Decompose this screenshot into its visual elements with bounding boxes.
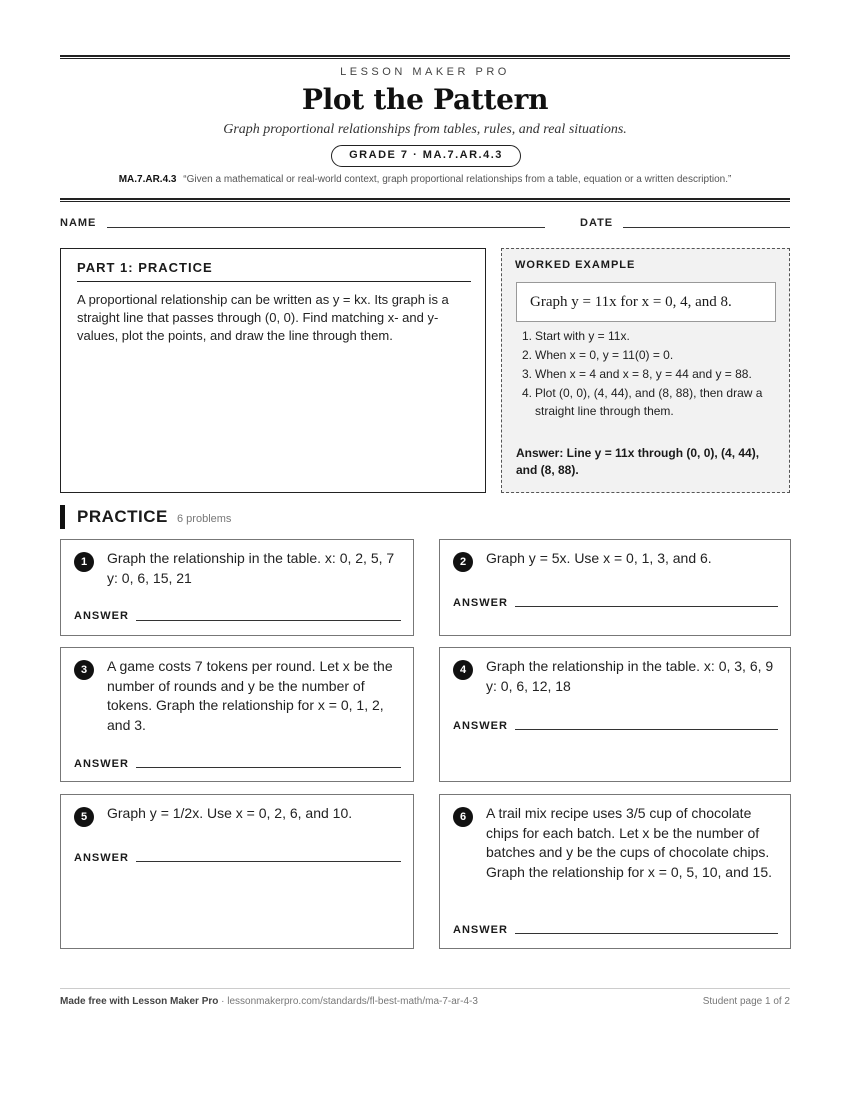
page-title: Plot the Pattern <box>301 83 549 116</box>
standard-code: MA.7.AR.4.3 <box>118 174 177 185</box>
problem-text: Graph the relationship in the table. x: 0, 2, 5, 7 y: 0, 6, 15, 21 <box>107 550 395 586</box>
worked-example-panel <box>501 248 790 493</box>
name-label: NAME <box>60 217 97 229</box>
date-label: DATE <box>580 217 614 229</box>
answer-label: ANSWER <box>453 597 508 609</box>
problem-card-4 <box>439 647 791 782</box>
standard-description <box>60 174 790 185</box>
footer-url[interactable]: · lessonmakerpro.com/standards/fl-best-math/ma-7-ar-4-3 <box>218 996 478 1007</box>
problem-number-badge: 1 <box>74 552 94 572</box>
footer-rule <box>60 988 790 989</box>
problem-number-badge: 3 <box>74 660 94 680</box>
problem-card-1 <box>60 539 414 636</box>
answer-label: ANSWER <box>74 758 129 770</box>
answer-line-5[interactable] <box>136 861 401 862</box>
footer-made-with: Made free with Lesson Maker Pro <box>60 996 219 1007</box>
worksheet-page <box>60 0 790 1100</box>
section-accent-bar <box>60 505 65 529</box>
problem-text: A trail mix recipe uses 3/5 cup of chocolate chips for each batch. Let x be the number of batches and y be the cups of chocolate chips. Graph the relationship for x = 0, 5, 10, and 15. <box>486 805 773 880</box>
practice-title: PRACTICE <box>77 507 168 526</box>
header-bottom-rule <box>60 198 790 202</box>
answer-label: ANSWER <box>453 720 508 732</box>
problem-number-badge: 6 <box>453 807 473 827</box>
problem-card-3 <box>60 647 414 782</box>
answer-line-1[interactable] <box>136 620 401 621</box>
top-double-rule <box>60 55 790 59</box>
answer-line-2[interactable] <box>515 606 778 607</box>
worked-example-heading: WORKED EXAMPLE <box>515 259 636 271</box>
page-subtitle: Graph proportional relationships from tables, rules, and real situations. <box>223 122 627 137</box>
problem-card-6 <box>439 794 791 949</box>
problem-number-badge: 4 <box>453 660 473 680</box>
worked-example-step: 2. When x = 0, y = 11(0) = 0. <box>522 348 674 362</box>
worked-example-step: 1. Start with y = 11x. <box>522 329 630 343</box>
problem-card-5 <box>60 794 414 949</box>
date-field[interactable] <box>623 227 790 228</box>
worked-example-step: 4. Plot (0, 0), (4, 44), and (8, 88), then draw a straight line through them. <box>522 386 763 418</box>
problem-text: A game costs 7 tokens per round. Let x be the number of rounds and y be the number of tokens. Graph the relationship for x = 0, 1, 2, and 3. <box>107 658 393 733</box>
answer-line-6[interactable] <box>515 933 778 934</box>
answer-label: ANSWER <box>74 610 129 622</box>
problem-text: Graph the relationship in the table. x: 0, 3, 6, 9 y: 0, 6, 12, 18 <box>486 658 774 694</box>
grade-standard-badge: GRADE 7 · MA.7.AR.4.3 <box>331 145 521 167</box>
problem-text: Graph y = 5x. Use x = 0, 1, 3, and 6. <box>486 550 712 566</box>
answer-label: ANSWER <box>74 852 129 864</box>
part-1-panel <box>60 248 486 493</box>
brand-name: LESSON MAKER PRO <box>340 66 510 78</box>
answer-line-3[interactable] <box>136 767 401 768</box>
problem-number-badge: 2 <box>453 552 473 572</box>
worked-example-steps <box>516 327 778 421</box>
worked-example-answer: Answer: Line y = 11x through (0, 0), (4, 44), and (8, 88). <box>516 446 760 477</box>
name-date-row <box>60 217 790 231</box>
footer-page-number: Student page 1 of 2 <box>702 996 790 1007</box>
problem-card-2 <box>439 539 791 636</box>
part-1-heading: PART 1: PRACTICE <box>77 260 471 282</box>
answer-line-4[interactable] <box>515 729 778 730</box>
worked-example-problem: Graph y = 11x for x = 0, 4, and 8. <box>516 282 776 322</box>
worked-example-step: 3. When x = 4 and x = 8, y = 44 and y = 88. <box>522 367 752 381</box>
problem-text: Graph y = 1/2x. Use x = 0, 2, 6, and 10. <box>107 805 353 821</box>
name-field[interactable] <box>107 227 545 228</box>
problem-count: 6 problems <box>177 513 232 525</box>
problem-number-badge: 5 <box>74 807 94 827</box>
answer-label: ANSWER <box>453 924 508 936</box>
footer-credit <box>60 996 478 1007</box>
part-1-instructions: A proportional relationship can be written as y = kx. Its graph is a straight line that passes through (0, 0). Find matching x- and y-values, plot the points, and draw the line through them. <box>77 292 449 343</box>
standard-text: “Given a mathematical or real-world context, graph proportional relationships from a table, equation or a written description.” <box>183 174 732 185</box>
